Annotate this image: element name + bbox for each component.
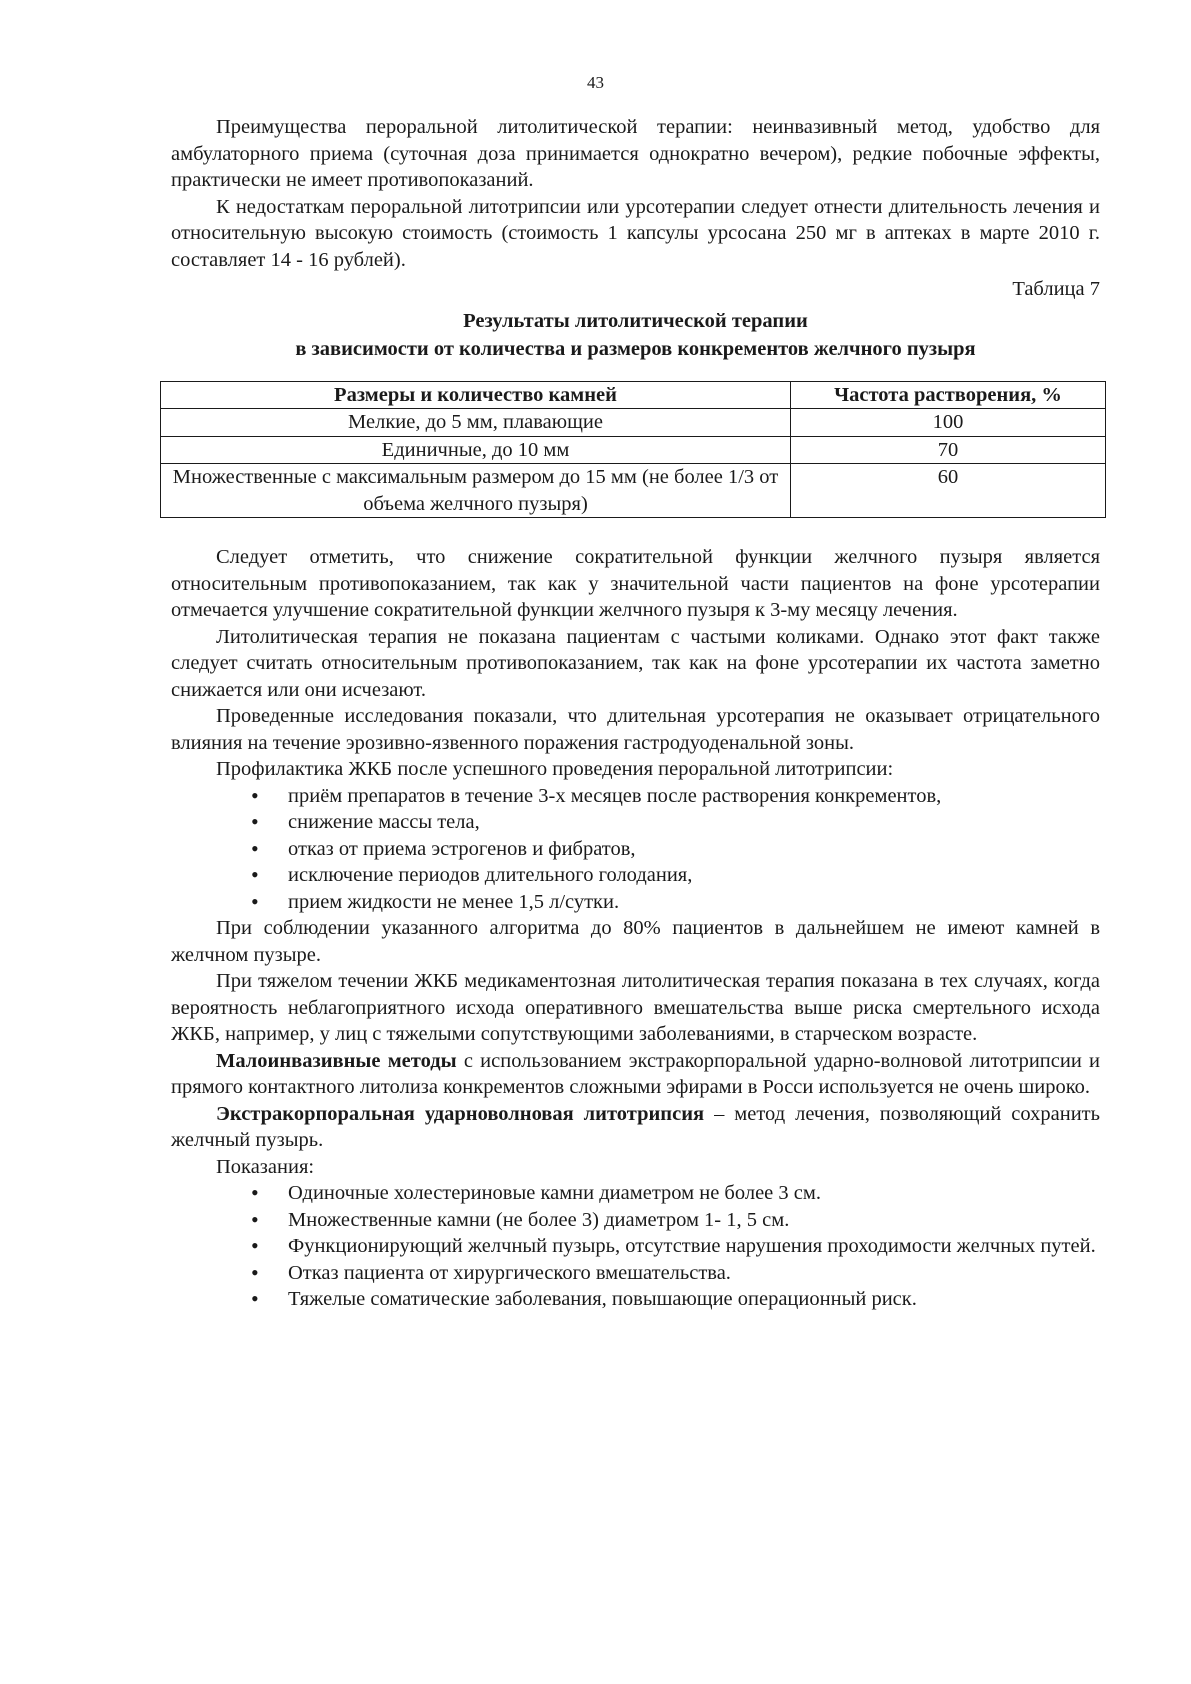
table-cell: Множественные с максимальным размером до 15 мм (не более 1/3 от объема желчного пузыря) [161, 464, 791, 518]
indications-list [171, 1180, 1100, 1313]
paragraph-colic: Литолитическая терапия не показана пациентам с частыми коликами. Однако этот факт также следует считать относительным противопоказанием, так как на фоне урсотерапии их частота заметно снижается или они исчезают. [171, 625, 1100, 701]
table-row [161, 409, 1106, 437]
page-number: 43 [587, 73, 604, 92]
paragraph-prevention-intro: Профилактика ЖКБ после успешного проведения пероральной литотрипсии: [216, 758, 894, 780]
paragraph-eswl [171, 1101, 1100, 1154]
indications-label: Показания: [216, 1155, 315, 1178]
paragraph-contractile-function: Следует отметить, что снижение сократительной функции желчного пузыря является относительным противопоказанием, так как у значительной части пациентов на фоне урсотерапии отмечается улучшение сократительной функции желчного пузыря к 3-му месяцу лечения. [171, 546, 1100, 621]
paragraph-studies: Проведенные исследования показали, что длительная урсотерапия не оказывает отрицательного влияния на течение эрозивно-язвенного поражения гастродуоденальной зоны. [171, 705, 1100, 754]
paragraph-text: – метод лечения, позволяющий сохранить желчный пузырь. [171, 1102, 1100, 1151]
list-item: • Функционирующий желчный пузырь, отсутствие нарушения проходимости желчных путей. [171, 1233, 1100, 1260]
paragraph-text: с использованием экстракорпоральной ударно-волновой литотрипсии и прямого контактного литолиза конкрементов сложными эфирами в Росси используется не очень широко. [171, 1049, 1100, 1098]
table-header-cell: Размеры и количество камней [161, 381, 791, 409]
table-title-line-1: Результаты литолитической терапии [463, 309, 808, 332]
list-item: • Одиночные холестериновые камни диаметром не более 3 см. [171, 1180, 1100, 1207]
paragraph-disadvantages: К недостаткам пероральной литотрипсии или урсотерапии следует отнести длительность лечения и относительную высокую стоимость (стоимость 1 капсулы урсосана 250 мг в аптеках в марте 2010 г. составляет 14 - 16 рублей). [171, 195, 1100, 271]
list-item: • Множественные камни (не более 3) диаметром 1- 1, 5 см. [171, 1207, 1100, 1234]
table-cell: 70 [791, 436, 1106, 464]
table-label: Таблица 7 [1012, 278, 1100, 300]
list-item: • снижение массы тела, [171, 809, 1100, 836]
table-cell: 100 [791, 409, 1106, 437]
table-cell: 60 [791, 464, 1106, 518]
list-item: • исключение периодов длительного голодания, [171, 862, 1100, 889]
list-item: • приём препаратов в течение 3-х месяцев после растворения конкрементов, [171, 783, 1100, 810]
list-item: • прием жидкости не менее 1,5 л/сутки. [171, 889, 1100, 916]
bold-term: Экстракорпоральная ударноволновая литотрипсия [216, 1102, 705, 1125]
paragraph-minimally-invasive [171, 1048, 1100, 1101]
table-row [161, 464, 1106, 518]
paragraph-advantages: Преимущества пероральной литолитической терапии: неинвазивный метод, удобство для амбулаторного приема (суточная доза принимается однократно вечером), редкие побочные эффекты, практически не имеет противопоказаний. [171, 116, 1100, 191]
paragraph-severe-course: При тяжелом течении ЖКБ медикаментозная литолитическая терапия показана в тех случаях, когда вероятность неблагоприятного исхода оперативного вмешательства выше риска смертельного исхода ЖКБ, например, у лиц с тяжелыми сопутствующими заболеваниями, в старческом возрасте. [171, 970, 1100, 1045]
table-cell: Мелкие, до 5 мм, плавающие [161, 409, 791, 437]
table-row [161, 436, 1106, 464]
table-title [171, 307, 1100, 363]
list-item: • Тяжелые соматические заболевания, повышающие операционный риск. [171, 1286, 1100, 1313]
table-header-row [161, 381, 1106, 409]
bold-term: Малоинвазивные методы [216, 1049, 457, 1072]
list-item: • отказ от приема эстрогенов и фибратов, [171, 836, 1100, 863]
table-title-line-2: в зависимости от количества и размеров конкрементов желчного пузыря [295, 337, 976, 360]
table-cell: Единичные, до 10 мм [161, 436, 791, 464]
results-table [160, 381, 1106, 519]
prevention-list [171, 783, 1100, 916]
table-header-cell: Частота растворения, % [791, 381, 1106, 409]
list-item: • Отказ пациента от хирургического вмешательства. [171, 1260, 1100, 1287]
page-content [171, 114, 1100, 1313]
paragraph-algorithm: При соблюдении указанного алгоритма до 80% пациентов в дальнейшем не имеют камней в желчном пузыре. [171, 917, 1100, 966]
